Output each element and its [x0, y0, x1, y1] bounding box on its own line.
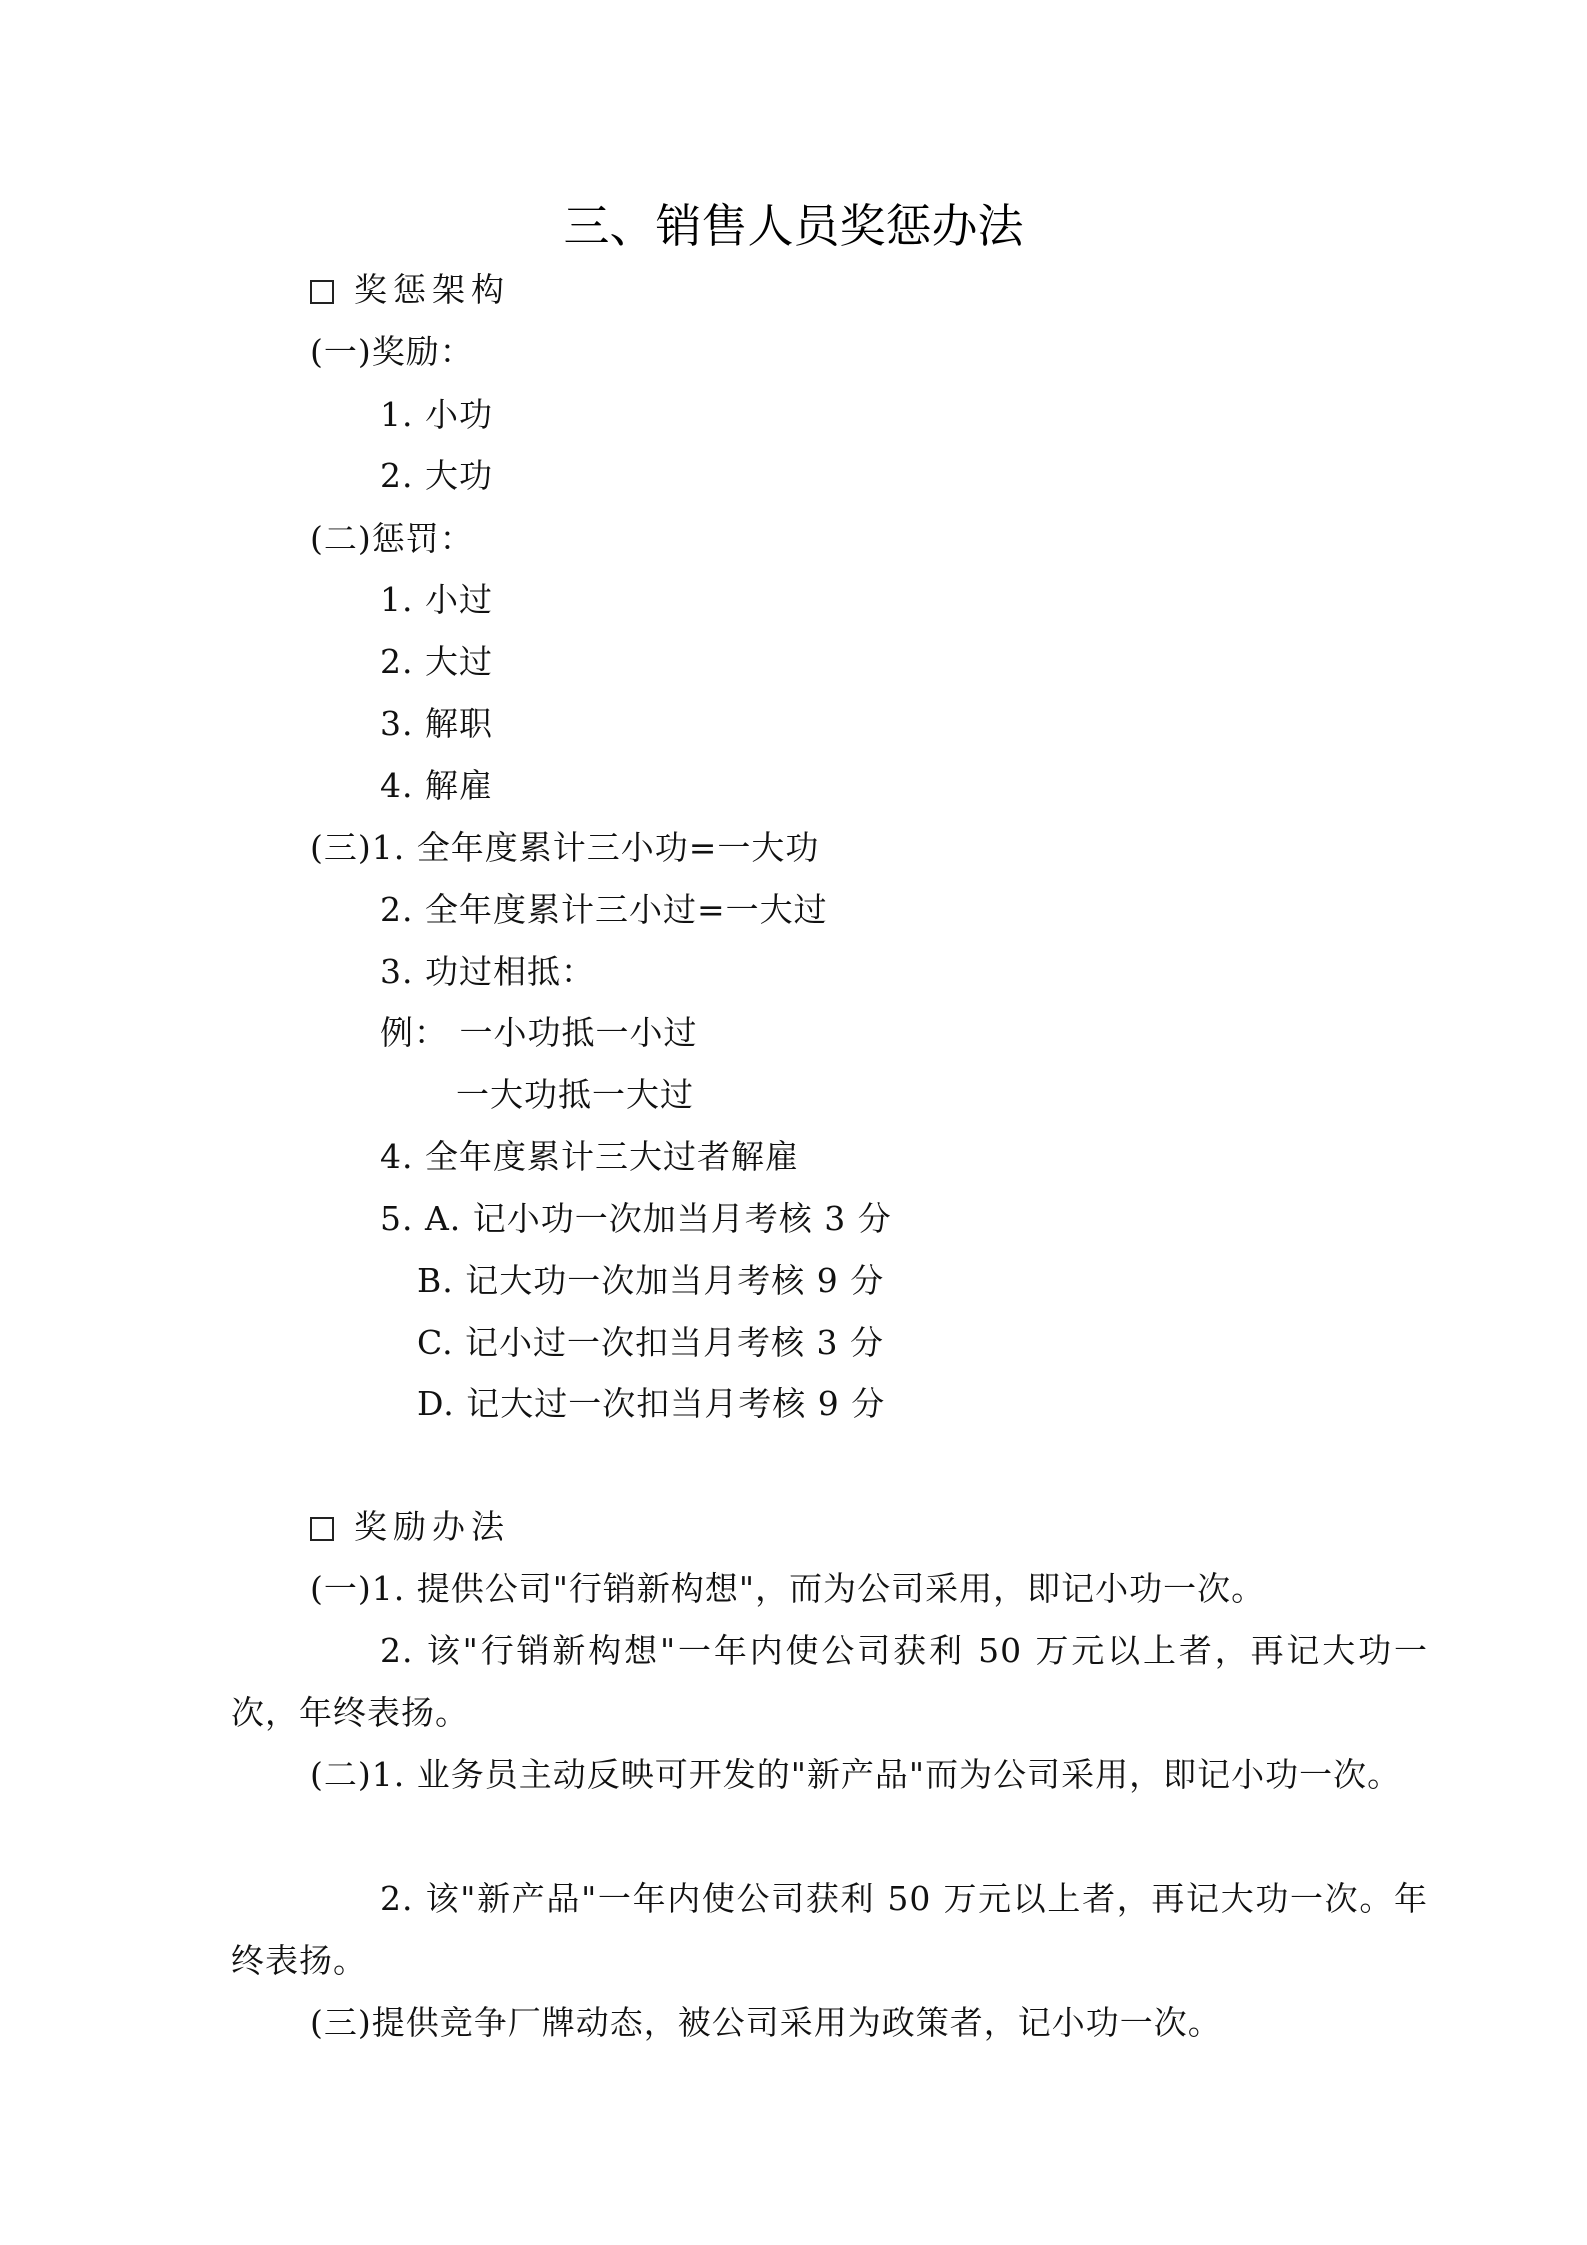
list-item: 1. 小功 — [380, 395, 493, 434]
paragraph-text: 2. 该"新产品"一年内使公司获利 50 万元以上者，再记大功一次。年终表扬。 — [231, 1879, 1428, 1980]
list-item: C. 记小过一次扣当月考核 3 分 — [417, 1323, 885, 1362]
list-item: 3. 功过相抵： — [380, 952, 595, 991]
list-item: (三)1. 全年度累计三小功=一大功 — [310, 828, 820, 867]
list-item: 2. 大过 — [380, 642, 493, 681]
page-title: 三、销售人员奖惩办法 — [563, 199, 1024, 253]
list-item: 2. 全年度累计三小过=一大过 — [380, 890, 828, 929]
paragraph — [231, 1868, 1428, 1992]
list-item: B. 记大功一次加当月考核 9 分 — [417, 1261, 885, 1300]
section-heading-rewards — [310, 1505, 510, 1549]
list-item: 例： 一小功抵一小过 — [380, 1013, 698, 1052]
list-item: 4. 全年度累计三大过者解雇 — [380, 1137, 799, 1176]
list-item: 1. 小过 — [380, 580, 493, 619]
list-item: 4. 解雇 — [380, 766, 493, 805]
list-item: 一大功抵一大过 — [456, 1075, 694, 1114]
paragraph — [231, 1558, 1428, 1620]
paragraph — [231, 1620, 1428, 1744]
section-heading-text: 奖励办法 — [354, 1507, 510, 1546]
list-item: (一)奖励： — [310, 332, 474, 371]
list-item: 3. 解职 — [380, 704, 493, 743]
section-heading-structure — [310, 268, 510, 312]
paragraph — [231, 1992, 1428, 2054]
checkbox-square-icon — [310, 1517, 334, 1541]
list-item: 2. 大功 — [380, 456, 493, 495]
paragraph-text: (二)1. 业务员主动反映可开发的"新产品"而为公司采用，即记小功一次。 — [310, 1755, 1402, 1794]
paragraph-text: (一)1. 提供公司"行销新构想"，而为公司采用，即记小功一次。 — [310, 1569, 1266, 1608]
paragraph-text: 2. 该"行销新构想"一年内使公司获利 50 万元以上者，再记大功一次，年终表扬。 — [231, 1631, 1428, 1732]
section-heading-text: 奖惩架构 — [354, 270, 510, 309]
paragraph-text: (三)提供竞争厂牌动态，被公司采用为政策者，记小功一次。 — [310, 2003, 1222, 2042]
list-item: 5. A. 记小功一次加当月考核 3 分 — [380, 1199, 892, 1238]
paragraph — [231, 1744, 1428, 1806]
list-item: D. 记大过一次扣当月考核 9 分 — [417, 1384, 886, 1423]
list-item: (二)惩罚： — [310, 519, 474, 558]
checkbox-square-icon — [310, 280, 334, 304]
